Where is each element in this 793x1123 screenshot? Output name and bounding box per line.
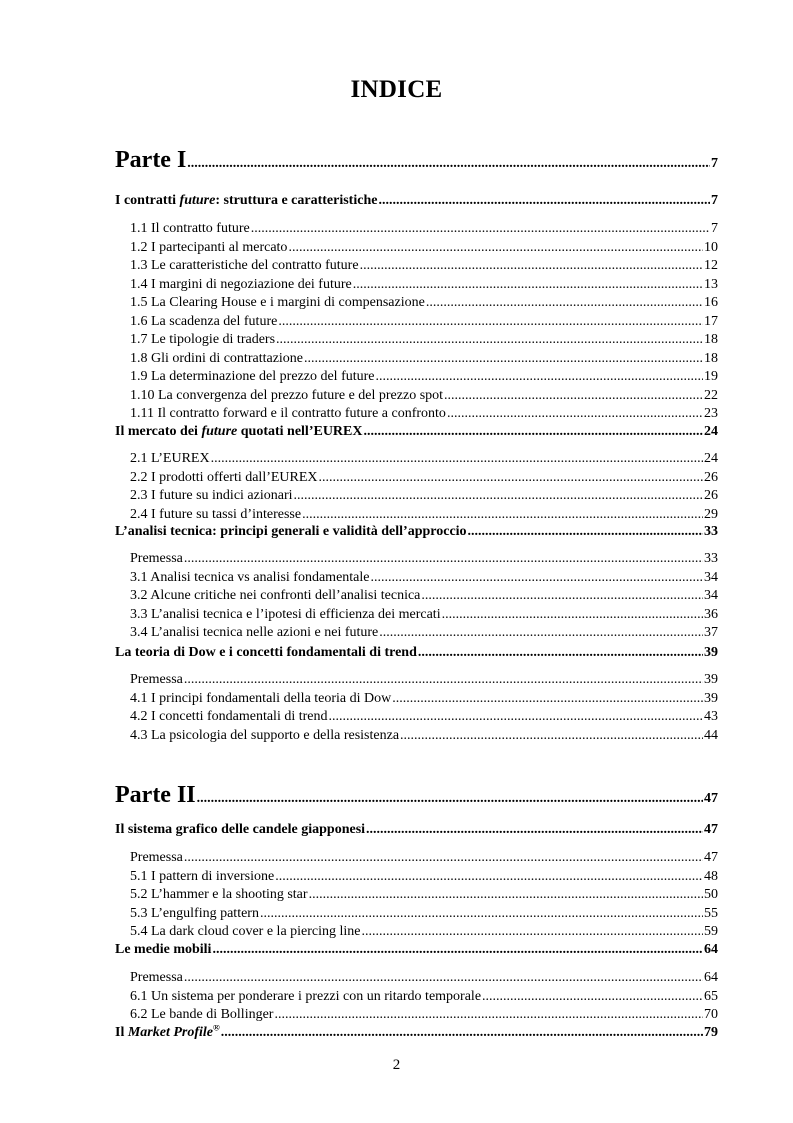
toc-chapter-entry[interactable] <box>115 822 718 838</box>
dot-leader <box>418 645 703 661</box>
toc-page-number: 65 <box>704 988 718 1004</box>
toc-section-label: 3.1 Analisi tecnica vs analisi fondamentale <box>130 569 370 585</box>
toc-page-number: 43 <box>704 709 718 724</box>
dot-leader <box>184 850 703 866</box>
toc-chapter-title <box>115 1025 220 1041</box>
toc-section-label: 1.2 I partecipanti al mercato <box>130 239 288 255</box>
dot-leader <box>212 942 703 958</box>
toc-section-entry[interactable] <box>115 709 718 725</box>
toc-section-label: 1.7 Le tipologie di traders <box>130 332 276 347</box>
toc-page-number: 36 <box>704 606 718 622</box>
dot-leader <box>221 1025 703 1041</box>
dot-leader <box>329 709 704 725</box>
toc-chapter-title-italic: future <box>201 424 238 439</box>
dot-leader <box>274 1007 703 1023</box>
toc-section-entry[interactable] <box>115 507 718 523</box>
toc-chapter-title <box>115 645 417 661</box>
toc-chapter-title-text: Le medie mobili <box>115 942 212 957</box>
toc-section-entry[interactable] <box>115 906 718 922</box>
dot-leader <box>197 791 703 807</box>
dot-leader <box>447 406 703 422</box>
toc-page-number: 7 <box>711 221 718 236</box>
toc-page-number: 33 <box>704 524 718 539</box>
dot-leader <box>366 822 703 838</box>
toc-section-label: 5.2 L’hammer e la shooting star <box>130 887 308 902</box>
toc-section-label: 1.1 Il contratto future <box>130 221 250 236</box>
toc-section-entry[interactable] <box>115 691 718 707</box>
dot-leader <box>379 625 703 641</box>
dot-leader <box>378 193 710 209</box>
toc-page-number: 16 <box>704 295 718 310</box>
toc-section-label: 1.9 La determinazione del prezzo del future <box>130 369 375 384</box>
toc-page-number: 64 <box>704 970 718 985</box>
toc-page-number: 64 <box>704 942 718 957</box>
toc-page-number: 19 <box>704 369 718 384</box>
toc-chapter-title-text: quotati nell’EUREX <box>237 424 363 439</box>
toc-page-number: 26 <box>704 488 718 503</box>
dot-leader <box>442 607 703 623</box>
toc-chapter-title-text: Il mercato dei <box>115 424 202 439</box>
toc-page-number: 18 <box>704 350 718 366</box>
toc-part-entry[interactable] <box>115 783 718 807</box>
toc-section-entry[interactable] <box>115 451 718 467</box>
toc-section-entry[interactable] <box>115 869 718 885</box>
dot-leader <box>353 277 703 293</box>
toc-section-label: Premessa <box>130 850 183 865</box>
toc-page-number: 34 <box>704 569 718 585</box>
toc-section-entry[interactable] <box>115 406 718 422</box>
toc-section-entry[interactable] <box>115 728 718 744</box>
dot-leader <box>426 295 703 311</box>
dot-leader <box>187 156 710 172</box>
toc-page-number: 12 <box>704 258 718 273</box>
toc-page-number: 39 <box>704 672 718 687</box>
toc-chapter-entry[interactable] <box>115 1025 718 1041</box>
dot-leader <box>468 524 703 540</box>
toc-section-label: 6.1 Un sistema per ponderare i prezzi con un ritardo temporale <box>130 988 482 1004</box>
toc-chapter-entry[interactable] <box>115 524 718 540</box>
toc-section-label: 1.8 Gli ordini di contrattazione <box>130 350 304 366</box>
dot-leader <box>251 221 710 237</box>
dot-leader <box>276 332 703 348</box>
dot-leader <box>304 351 703 367</box>
toc-chapter-entry[interactable] <box>115 645 718 661</box>
toc-section-label: 1.3 Le caratteristiche del contratto future <box>130 258 359 273</box>
toc-section-label: 4.3 La psicologia del supporto e della resistenza <box>130 727 400 743</box>
toc-section-label: 6.2 Le bande di Bollinger <box>130 1007 274 1022</box>
toc-section-entry[interactable] <box>115 850 718 866</box>
toc-page-number: 7 <box>711 193 718 208</box>
toc-section-label: 1.6 La scadenza del future <box>130 313 278 329</box>
toc-section-label: 1.5 La Clearing House e i margini di compensazione <box>130 295 425 310</box>
toc-section-entry[interactable] <box>115 221 718 237</box>
toc-section-label: 3.2 Alcune critiche nei confronti dell’analisi tecnica <box>130 588 421 603</box>
toc-page-number: 22 <box>704 387 718 403</box>
toc-page-number: 48 <box>704 868 718 884</box>
toc-chapter-entry[interactable] <box>115 193 718 209</box>
toc-section-entry[interactable] <box>115 989 718 1005</box>
toc-section-entry[interactable] <box>115 570 718 586</box>
toc-section-entry[interactable] <box>115 607 718 623</box>
toc-section-label: 1.10 La convergenza del prezzo future e del prezzo spot <box>130 387 444 403</box>
page-title: INDICE <box>350 76 443 103</box>
toc-chapter-title <box>115 524 467 540</box>
toc-page-number: 34 <box>704 588 718 603</box>
toc-page-number: 24 <box>704 424 718 439</box>
toc-section-label: 2.1 L’EUREX <box>130 451 210 466</box>
toc-chapter-title-text: I contratti <box>115 193 180 208</box>
toc-part-label: Parte I <box>115 148 187 172</box>
toc-chapter-title-text: : struttura e caratteristiche <box>215 193 378 208</box>
toc-page-number: 24 <box>704 451 718 466</box>
toc-section-label: 2.3 I future su indici azionari <box>130 488 293 503</box>
toc-section-label: 3.4 L’analisi tecnica nelle azioni e nei future <box>130 625 379 640</box>
toc-chapter-title-text: Il <box>115 1025 128 1040</box>
toc-page-number: 47 <box>704 850 718 865</box>
dot-leader <box>302 507 703 523</box>
toc-page-number: 18 <box>704 332 718 347</box>
toc-page-number: 26 <box>704 469 718 485</box>
toc-chapter-title <box>115 424 362 440</box>
toc-section-entry[interactable] <box>115 625 718 641</box>
toc-page-number: 39 <box>704 645 718 660</box>
toc-page-number: 50 <box>704 887 718 902</box>
registered-mark: ® <box>213 1025 220 1033</box>
dot-leader <box>319 470 703 486</box>
toc-section-entry[interactable] <box>115 672 718 688</box>
toc-section-entry[interactable] <box>115 295 718 311</box>
dot-leader <box>184 551 703 567</box>
dot-leader <box>482 989 703 1005</box>
dot-leader <box>184 672 703 688</box>
toc-section-label: 1.11 Il contratto forward e il contratto future a confronto <box>130 406 446 421</box>
toc-page-number: 10 <box>704 239 718 255</box>
toc-section-entry[interactable] <box>115 369 718 385</box>
toc-part-label: Parte II <box>115 783 196 807</box>
toc-page-number: 44 <box>704 727 718 743</box>
toc-section-label: 2.2 I prodotti offerti dall’EUREX <box>130 469 318 485</box>
toc-section-entry[interactable] <box>115 332 718 348</box>
toc-section-entry[interactable] <box>115 277 718 293</box>
toc-section-entry[interactable] <box>115 551 718 567</box>
dot-leader <box>294 488 703 504</box>
toc-page-number: 17 <box>704 313 718 329</box>
toc-page-number: 39 <box>704 690 718 706</box>
toc-page-number: 59 <box>704 924 718 939</box>
toc-page-number: 37 <box>704 625 718 640</box>
toc-chapter-title <box>115 193 377 209</box>
toc-page-number: 33 <box>704 551 718 566</box>
dot-leader <box>309 887 703 903</box>
toc-section-label: 4.1 I principi fondamentali della teoria di Dow <box>130 690 392 706</box>
toc-section-entry[interactable] <box>115 588 718 604</box>
toc-page-number: 7 <box>711 156 718 171</box>
toc-page-number: 13 <box>704 276 718 292</box>
toc-part-entry[interactable] <box>115 148 718 172</box>
toc-section-entry[interactable] <box>115 887 718 903</box>
toc-section-entry[interactable] <box>115 1007 718 1023</box>
toc-page-number: 23 <box>704 406 718 421</box>
dot-leader <box>360 258 703 274</box>
toc-section-label: 3.3 L’analisi tecnica e l’ipotesi di efficienza dei mercati <box>130 606 441 622</box>
toc-section-label: Premessa <box>130 970 183 985</box>
toc-section-entry[interactable] <box>115 314 718 330</box>
toc-chapter-title <box>115 822 365 838</box>
toc-section-label: 5.4 La dark cloud cover e la piercing line <box>130 924 361 939</box>
toc-page-number: 47 <box>704 791 718 806</box>
toc-section-entry[interactable] <box>115 488 718 504</box>
toc-section-label: Premessa <box>130 672 183 687</box>
toc-section-entry[interactable] <box>115 351 718 367</box>
dot-leader <box>392 691 703 707</box>
toc-section-entry[interactable] <box>115 470 718 486</box>
toc-chapter-title-italic: Market Profile <box>127 1025 213 1040</box>
dot-leader <box>288 240 703 256</box>
toc-chapter-entry[interactable] <box>115 424 718 440</box>
dot-leader <box>260 906 703 922</box>
toc-section-entry[interactable] <box>115 924 718 940</box>
toc-section-entry[interactable] <box>115 970 718 986</box>
dot-leader <box>362 924 703 940</box>
dot-leader <box>275 869 703 885</box>
page-number: 2 <box>392 1057 401 1073</box>
toc-section-label: 5.1 I pattern di inversione <box>130 868 275 884</box>
toc-chapter-title-text: Il sistema grafico delle candele giapponesi <box>115 822 366 837</box>
toc-chapter-title-text: La teoria di Dow e i concetti fondamentali di trend <box>115 645 417 660</box>
toc-chapter-title <box>115 942 211 958</box>
toc-page-number: 79 <box>704 1025 718 1040</box>
dot-leader <box>400 728 703 744</box>
toc-chapter-title-text: L’analisi tecnica: principi generali e validità dell’approccio <box>115 524 467 539</box>
dot-leader <box>376 369 704 385</box>
dot-leader <box>184 970 703 986</box>
toc-section-label: Premessa <box>130 551 183 566</box>
toc-section-entry[interactable] <box>115 258 718 274</box>
toc-section-entry[interactable] <box>115 240 718 256</box>
toc-section-entry[interactable] <box>115 388 718 404</box>
toc-section-label: 1.4 I margini di negoziazione dei future <box>130 276 352 292</box>
dot-leader <box>363 424 703 440</box>
toc-page-number: 29 <box>704 506 718 522</box>
toc-section-label: 5.3 L’engulfing pattern <box>130 905 259 921</box>
dot-leader <box>211 451 703 467</box>
toc-chapter-title-italic: future <box>179 193 216 208</box>
dot-leader <box>370 570 703 586</box>
dot-leader <box>278 314 703 330</box>
dot-leader <box>421 588 703 604</box>
toc-page-number: 70 <box>704 1007 718 1022</box>
toc-page-number: 47 <box>704 822 718 837</box>
toc-section-label: 4.2 I concetti fondamentali di trend <box>130 709 328 724</box>
dot-leader <box>444 388 703 404</box>
toc-section-label: 2.4 I future su tassi d’interesse <box>130 506 302 522</box>
toc-page-number: 55 <box>704 905 718 921</box>
toc-chapter-entry[interactable] <box>115 942 718 958</box>
